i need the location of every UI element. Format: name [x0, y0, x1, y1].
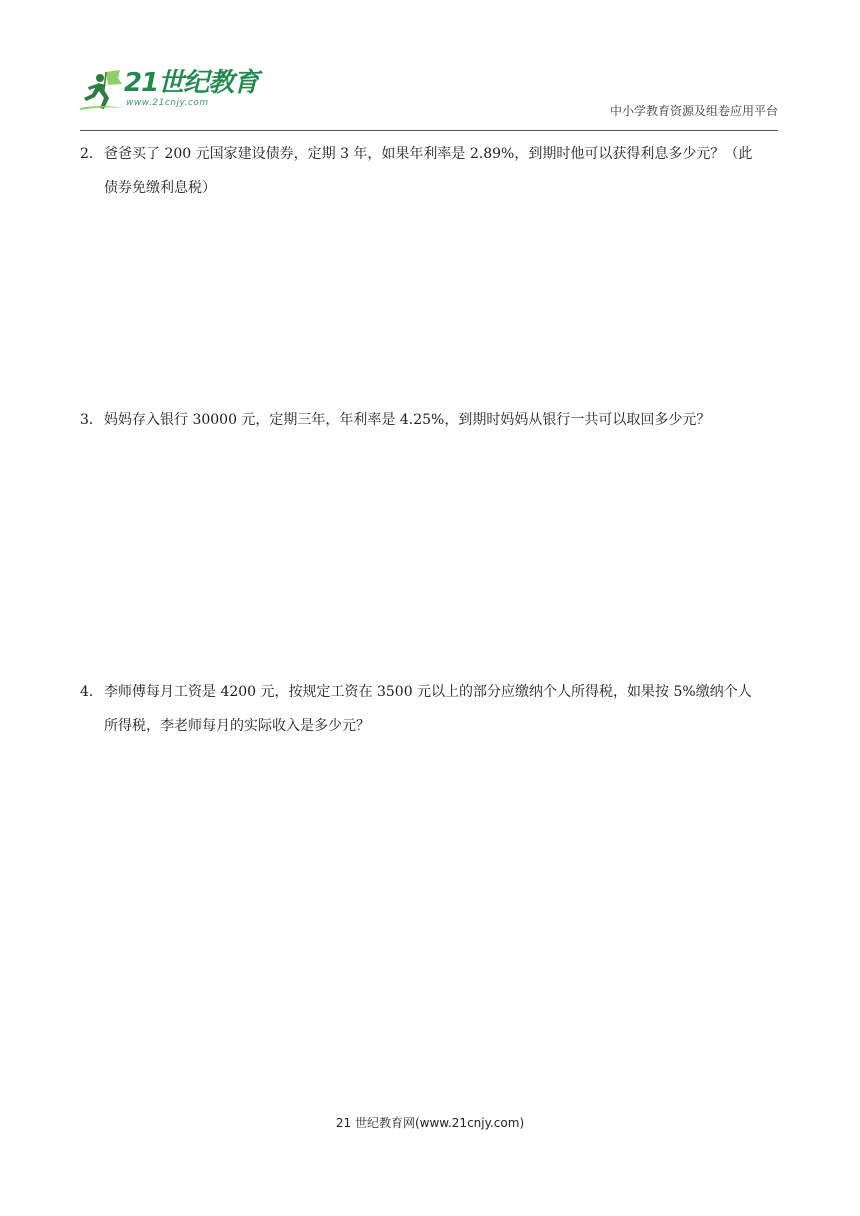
question-line	[80, 403, 780, 437]
question-text: 李师傅每月工资是 4200 元，按规定工资在 3500 元以上的部分应缴纳个人所得税，如果按 5%缴纳个人	[104, 684, 752, 700]
question-line	[80, 137, 780, 171]
platform-tagline: 中小学教育资源及组卷应用平台	[609, 104, 778, 118]
logo-text: 21世纪教育	[124, 68, 259, 98]
logo-url: www.21cnjy.com	[126, 98, 209, 108]
page-footer[interactable]: 21 世纪教育网(www.21cnjy.com)	[335, 1116, 525, 1130]
question-text: 妈妈存入银行 30000 元，定期三年，年利率是 4.25%，到期时妈妈从银行一共可以取回多少元？	[104, 412, 711, 428]
site-logo[interactable]	[80, 66, 260, 112]
question-number: 3．	[80, 412, 103, 428]
question-3	[80, 403, 780, 437]
question-text: 爸爸买了 200 元国家建设债券，定期 3 年，如果年利率是 2.89%，到期时他可以获得利息多少元？（此	[104, 146, 753, 162]
question-number: 4．	[80, 684, 103, 700]
question-text-continued: 所得税，李老师每月的实际收入是多少元？	[104, 718, 370, 734]
page-header	[80, 66, 778, 132]
question-text-continued: 债券免缴利息税）	[104, 180, 216, 196]
header-divider	[80, 130, 778, 131]
question-number: 2．	[80, 146, 103, 162]
runner-logo-icon	[80, 68, 126, 112]
question-line	[80, 675, 780, 709]
question-2	[80, 137, 780, 205]
question-4	[80, 675, 780, 743]
